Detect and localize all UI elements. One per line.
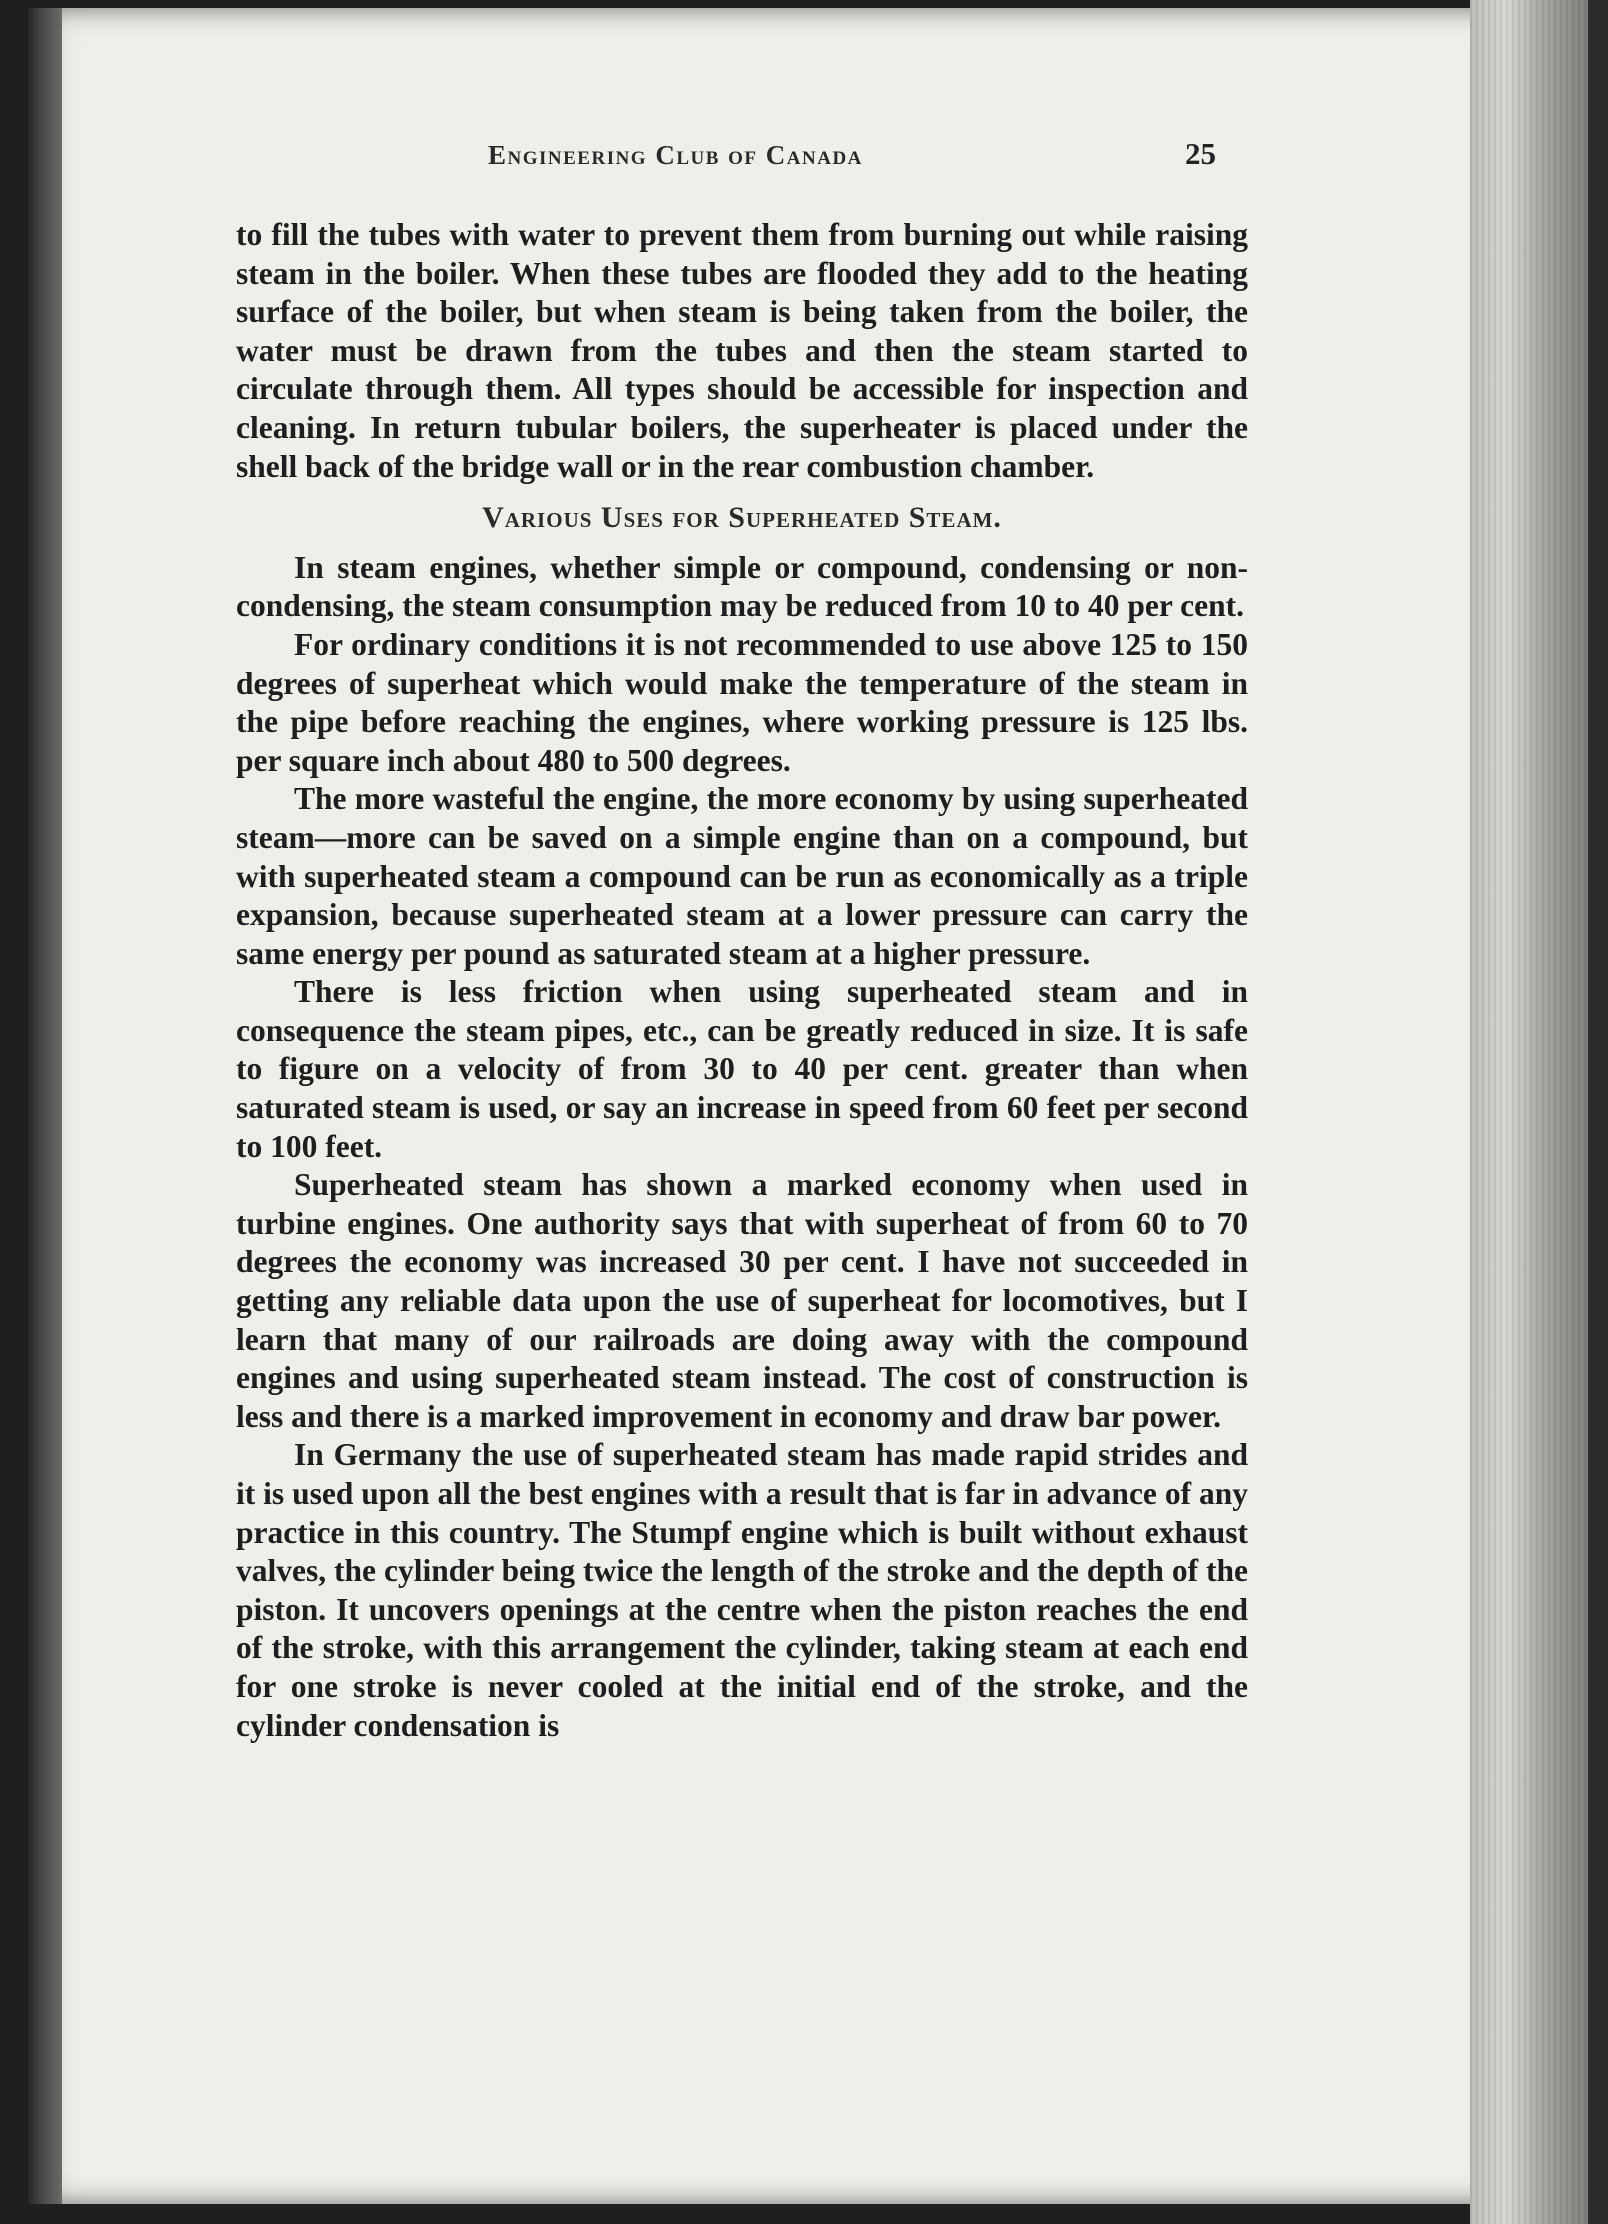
paragraph: There is less friction when using superheated steam and in consequence the steam pipes, etc., can be greatly reduced in size. It is safe to figure on a velocity of from 30 to 40 per cent. greater than when saturated steam is used, or say an increase in speed from 60 feet per second to 100 feet. <box>236 974 1248 1164</box>
page-gutter-shadow <box>28 8 62 2204</box>
running-title: Engineering Club of Canada <box>488 140 863 170</box>
paragraph-continued: to fill the tubes with water to prevent them from burning out while raising steam in the boiler. When these tubes are flooded they add to the heating surface of the boiler, but when steam is being taken from the boiler, the water must be drawn from the tubes and then the steam started to circulate through them. All types should be accessible for inspection and cleaning. In return tubular boilers, the superheater is placed under the shell back of the bridge wall or in the rear combustion chamber. <box>236 217 1248 484</box>
paragraph: Superheated steam has shown a marked economy when used in turbine engines. One authority says that with superheat of from 60 to 70 degrees the economy was increased 30 per cent. I have not succeeded in getting any reliable data upon the use of superheat for locomotives, but I learn that many of our railroads are doing away with the compound engines and using superheated steam instead. The cost of construction is less and there is a marked improvement in economy and draw bar power. <box>236 1167 1248 1434</box>
page-body <box>236 216 1248 1745</box>
page-stack-edge <box>1470 0 1590 2224</box>
paragraph: The more wasteful the engine, the more economy by using superheated steam—more can be saved on a simple engine than on a compound, but with superheated steam a compound can be run as economically as a triple expansion, because superheated steam at a lower pressure can carry the same energy per pound as saturated steam at a higher pressure. <box>236 781 1248 971</box>
paragraph: In steam engines, whether simple or compound, condensing or non-condensing, the steam consumption may be reduced from 10 to 40 per cent. <box>236 549 1248 624</box>
section-heading: Various Uses for Superheated Steam. <box>482 501 1002 535</box>
running-head <box>488 136 1216 188</box>
page-number: 25 <box>1185 136 1216 171</box>
background-edge <box>1588 0 1608 2224</box>
paragraph: In Germany the use of superheated steam has made rapid strides and it is used upon all the best engines with a result that is far in advance of any practice in this country. The Stumpf engine which is built without exhaust valves, the cylinder being twice the length of the stroke and the depth of the piston. It uncovers openings at the centre when the piston reaches the end of the stroke, with this arrangement the cylinder, taking steam at each end for one stroke is never cooled at the initial end of the stroke, and the cylinder condensation is <box>236 1437 1248 1743</box>
paragraph: For ordinary conditions it is not recommended to use above 125 to 150 degrees of superheat which would make the temperature of the steam in the pipe before reaching the engines, where working pressure is 125 lbs. per square inch about 480 to 500 degrees. <box>236 626 1248 778</box>
